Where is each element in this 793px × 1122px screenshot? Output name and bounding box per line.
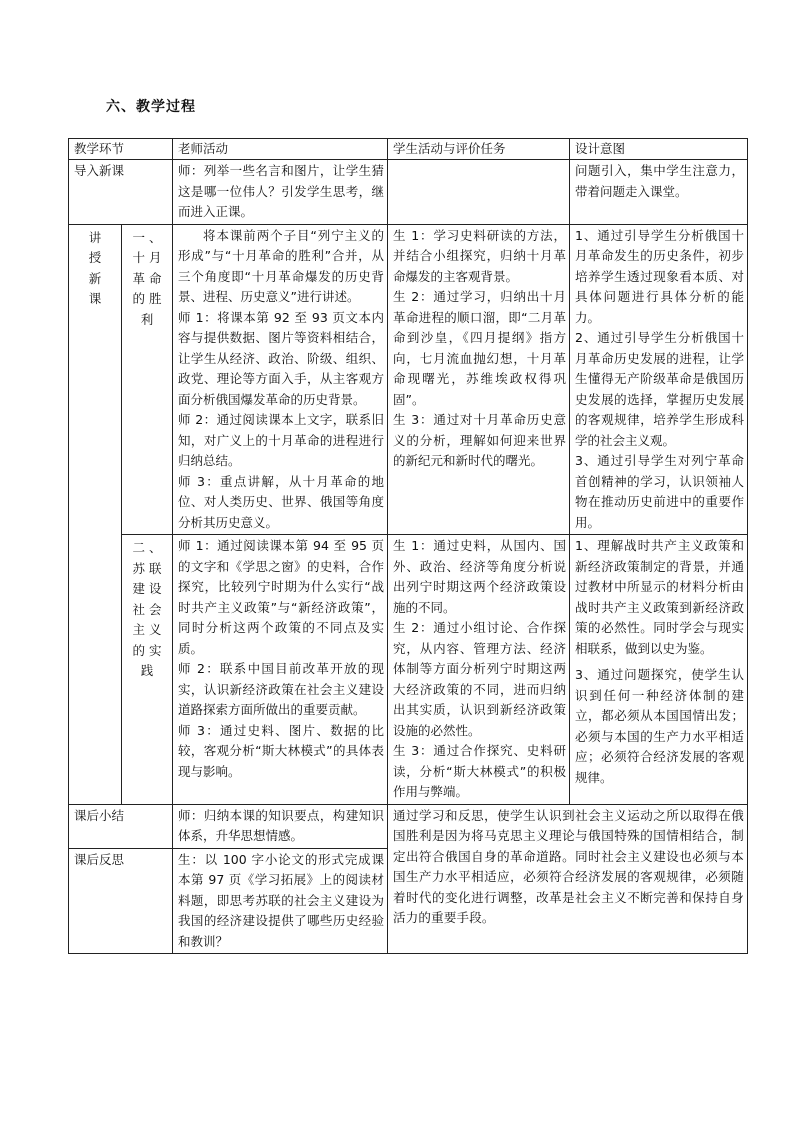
intro-intent-cell: [570, 160, 748, 225]
reflection-stage: 课后反思: [69, 848, 173, 954]
sub1-intent-para: 2、通过引导学生分析俄国十月革命历史发展的进程，让学生懂得无产阶级革命是俄国历史发展的选择，掌握历史发展的客观规律，培养学生形成科学的社会主义观。: [575, 330, 745, 448]
sub2-title-line: 的 实: [132, 642, 162, 658]
summary-merged-cell: [388, 804, 748, 954]
lecture-stage-cell: [69, 224, 122, 804]
sub2-title-line: 践: [140, 663, 154, 678]
intro-intent-text: 问题引入，集中学生注意力，带着问题走入课堂。: [575, 163, 745, 199]
sub2-title-line: 二 、: [132, 540, 162, 555]
sub2-teacher-para: 师 2：联系中国目前改革开放的现实，认识新经济政策在社会主义建设道路探索方面所做出的重要贡献。: [178, 661, 385, 717]
intro-stage: 导入新课: [69, 160, 173, 225]
header-student: 学生活动与评价任务: [388, 139, 570, 160]
sub1-title-cell: [122, 224, 173, 535]
sub1-teacher-para: 师 2：通过阅读课本上文字，联系旧知，对广义上的十月革命的进程进行归纳总结。: [178, 412, 385, 468]
sub2-title-line: 建 设: [132, 581, 162, 596]
sub2-title-cell: [122, 535, 173, 805]
sub1-teacher-cell: [173, 224, 388, 535]
sub2-teacher-cell: [173, 535, 388, 805]
row-lecture-2: [69, 535, 748, 805]
sub1-title-line: 的 胜: [132, 291, 162, 306]
section-heading: 六、教学过程: [106, 99, 196, 115]
sub2-title-line: 主 义: [132, 622, 162, 637]
sub1-student-para: 生 2：通过学习，归纳出十月革命进程的顺口溜，即“二月革命到沙皇，《四月提纲》指方向，七月流血抛幻想，十月革命现曙光，苏维埃政权得巩固”。: [393, 289, 567, 407]
header-stage: 教学环节: [69, 139, 173, 160]
lecture-stage-char: 授: [88, 250, 102, 265]
table-header-row: [69, 139, 748, 160]
sub1-intent-cell: [570, 224, 748, 535]
header-intent: 设计意图: [570, 139, 748, 160]
summary-teacher-text: 师：归纳本课的知识要点，构建知识体系，升华思想情感。: [178, 807, 385, 843]
sub1-teacher-para: 师 3：重点讲解，从十月革命的地位、对人类历史、世界、俄国等角度分析其历史意义。: [178, 473, 385, 530]
sub2-student-para: 生 2：通过小组讨论、合作探究，从内容、管理方法、经济体制等方面分析列宁时期这两大经济政策的不同，进而归纳出其实质，认识到新经济政策设施的必然性。: [393, 620, 567, 738]
lecture-stage-char: 讲: [88, 229, 102, 245]
sub1-title-line: 十 月: [132, 250, 162, 265]
sub2-intent-para: 1、理解战时共产主义政策和新经济政策制定的背景，并通过教材中所显示的材料分析由战时共产主义政策到新经济政策的必然性。同时学会与现实相联系，做到以史为鉴。: [575, 538, 745, 656]
reflection-teacher-text: 生：以 100 字小论文的形式完成课本第 97 页《学习拓展》上的阅读材料题，即思考苏联的社会主义建设为我国的经济建设提供了哪些历史经验和教训？: [178, 851, 385, 949]
sub2-student-cell: [388, 535, 570, 805]
summary-stage: 课后小结: [69, 804, 173, 848]
reflection-teacher-cell: [173, 848, 388, 954]
sub2-student-para: 生 1：通过史料，从国内、国外、政治、经济等角度分析说出列宁时期这两个经济政策设施的不同。: [393, 538, 567, 615]
lecture-stage-char: 新: [88, 270, 102, 286]
row-intro: [69, 160, 748, 225]
summary-merged-text: 通过学习和反思，使学生认识到社会主义运动之所以取得在俄国胜利是因为将马克思主义理论与俄国特殊的国情相结合，制定出符合俄国自身的革命道路。同时社会主义建设也必须与本国生产力水平相适应，必须符合经济发展的客观规律，必须随着时代的变化进行调整，改革是社会主义不断完善和保持自身活力的重要手段。: [393, 807, 745, 925]
header-teacher: 老师活动: [173, 139, 388, 160]
intro-teacher-text: 师：列举一些名言和图片，让学生猜这是哪一位伟人？引发学生思考，继而进入正课。: [178, 163, 385, 219]
sub1-teacher-para: 师 1：将课本第 92 至 93 页文本内容与提供数据、图片等资料相结合，让学生从经济、政治、阶级、组织、政党、理论等方面入手，从主客观方面分析俄国爆发革命的历史背景。: [178, 309, 385, 407]
sub2-title-line: 社 会: [132, 601, 162, 617]
intro-student-cell: [388, 160, 570, 225]
row-summary: [69, 804, 748, 848]
sub1-title-line: 革 命: [132, 270, 162, 286]
sub1-title-line: 利: [140, 311, 154, 327]
sub2-title-line: 苏 联: [132, 560, 162, 576]
summary-teacher-cell: [173, 804, 388, 848]
sub1-student-cell: [388, 224, 570, 535]
sub1-student-para: 生 1：学习史料研读的方法，并结合小组探究，归纳十月革命爆发的主客观背景。: [393, 227, 567, 284]
sub2-student-para: 生 3：通过合作探究、史料研读，分析“斯大林模式”的积极作用与弊端。: [393, 743, 567, 799]
intro-teacher-cell: [173, 160, 388, 225]
sub1-title-line: 一 、: [132, 229, 162, 245]
sub2-teacher-para: 师 3：通过史料、图片、数据的比较，客观分析“斯大林模式”的具体表现与影响。: [178, 722, 385, 779]
sub1-student-para: 生 3：通过对十月革命历史意义的分析，理解如何迎来世界的新纪元和新时代的曙光。: [393, 412, 567, 468]
lecture-stage-char: 课: [88, 291, 102, 306]
sub1-intent-para: 1、通过引导学生分析俄国十月革命发生的历史条件，初步培养学生透过现象看本质、对具体问题进行具体分析的能力。: [575, 227, 745, 325]
sub1-intent-para: 3、通过引导学生对列宁革命首创精神的学习，认识领袖人物在推动历史前进中的重要作用。: [575, 453, 745, 530]
sub1-teacher-para: 将本课前两个子目“列宁主义的形成”与“十月革命的胜利”合并，从三个角度即“十月革命爆发的历史背景、进程、历史意义”进行讲述。: [178, 227, 385, 304]
row-lecture-1: [69, 224, 748, 535]
sub2-intent-cell: [570, 535, 748, 805]
sub2-intent-para: 3、通过问题探究，使学生认识到任何一种经济体制的建立，都必须从本国国情出发；必须与本国的生产力水平相适应；必须符合经济发展的客观规律。: [575, 667, 745, 785]
teaching-process-table: [68, 138, 748, 954]
sub2-teacher-para: 师 1：通过阅读课本第 94 至 95 页的文字和《学思之窗》的史料，合作探究，比较列宁时期为什么实行“战时共产主义政策”与“新经济政策”，同时分析这两个政策的不同点及实质。: [178, 538, 385, 656]
